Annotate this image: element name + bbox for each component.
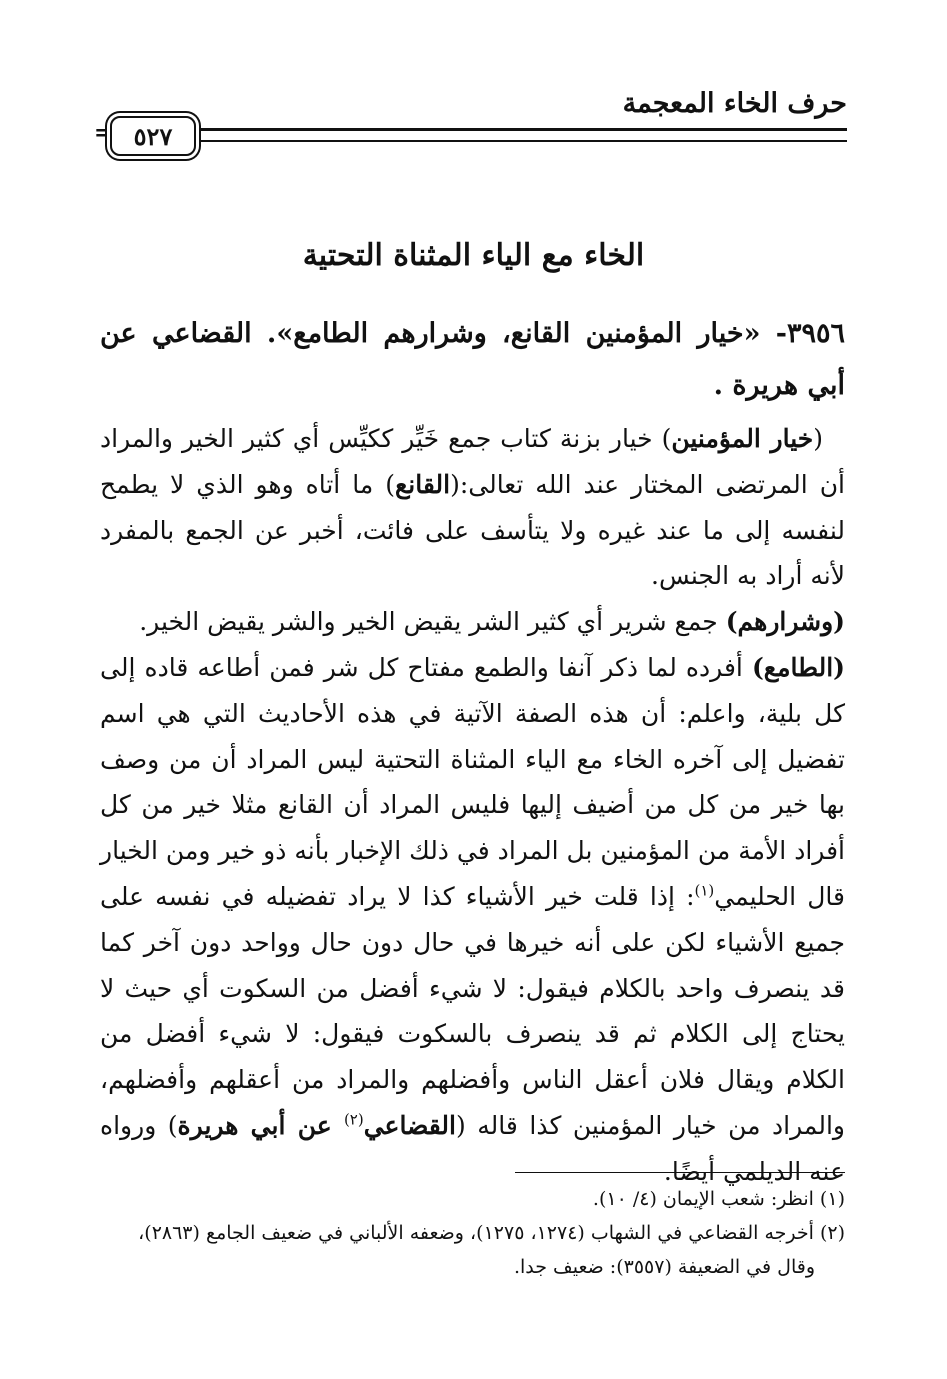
term-alqani: القانع xyxy=(394,469,451,499)
commentary-text: ) خيار بزنة كتاب جمع خَيِّر ككيِّس أي كثير الخير والمراد أن المرتضى المختار عند الله تعالى:( xyxy=(100,424,845,499)
commentary-paragraph xyxy=(100,645,845,1195)
footnote-rule xyxy=(515,1172,845,1173)
commentary-paragraph xyxy=(100,416,845,599)
term-shirarihim: (وشرارهم) xyxy=(725,607,845,637)
main-text xyxy=(100,308,845,1195)
commentary-text: ) ما أتاه وهو الذي لا يطمح لنفسه إلى ما عند غيره ولا يتأسف على فائت، أخبر عن الجمع بالمفرد لأنه أراد به الجنس. xyxy=(100,469,845,591)
commentary-paragraph xyxy=(100,599,845,645)
commentary-text: أفرده لما ذكر آنفا والطمع مفتاح كل شر فمن أطاعه قاده إلى كل بلية، واعلم: أن هذه الصفة الآتية في هذه الأحاديث التي هي اسم تفضيل إلى آخره الخاء مع الياء المثناة التحتية ليس المراد أن من وصف بها خير من كل من أضيف إليها فليس المراد أن القانع مثلا خير من كل أفراد الأمة من المؤمنين بل المراد في ذلك الإخبار بأنه ذو خير ومن الخيار قال الحليمي xyxy=(100,652,845,911)
hadith-entry xyxy=(100,308,845,412)
term-alqudai: القضاعي xyxy=(363,1110,456,1140)
commentary-text: ) ورواه عنه الديلمي أيضًا. xyxy=(100,1110,845,1186)
footnote-marker-2[interactable]: (٢) xyxy=(343,1110,364,1129)
commentary-text: : إذا قلت خير الأشياء كذا لا يراد تفضيله في نفسه على جميع الأشياء لكن على أنه خيرها في حال دون حال وواحد دون آخر كما قد ينصرف واحد بالكلام فيقول: لا شيء أفضل من السكوت أي حيث لا يحتاج إلى الكلام ثم قد ينصرف بالسكوت فيقول: لا شيء أفضل من الكلام ويقال فلان أعقل الناس وأفضلهم والمراد من أعقلهم وأفضلهم، والمراد من خيار المؤمنين كذا قاله ( xyxy=(100,881,845,1140)
header-rule xyxy=(198,128,847,142)
hadith-text: «خيار المؤمنين القانع، وشرارهم الطامع». القضاعي عن أبي هريرة . xyxy=(100,318,845,401)
term-altami: (الطامع) xyxy=(751,652,845,682)
hadith-number: ٣٩٥٦- xyxy=(775,318,845,349)
running-title: حرف الخاء المعجمة xyxy=(622,88,847,119)
term-khiyar-almuminin: خيار المؤمنين xyxy=(671,424,814,453)
page-number: ٥٢٧ xyxy=(110,116,196,156)
footnote-2: (٢) أخرجه القضاعي في الشهاب (١٢٧٤، ١٢٧٥)، وضعفه الألباني في ضعيف الجامع (٢٨٦٣)، xyxy=(138,1222,845,1244)
paren: ( xyxy=(813,424,823,453)
section-heading: الخاء مع الياء المثناة التحتية xyxy=(302,238,645,273)
footnote-1: (١) انظر: شعب الإيمان (٤/ ١٠). xyxy=(592,1188,845,1210)
commentary-text: جمع شرير أي كثير الشر يقيض الخير والشر يقيض الخير. xyxy=(139,607,726,637)
term-an-abi-hurayra: عن أبي هريرة xyxy=(177,1110,344,1140)
page-number-mark: = xyxy=(94,120,113,146)
footnotes xyxy=(100,1182,845,1284)
footnote-2-continued: وقال في الضعيفة (٣٥٥٧): ضعيف جدا. xyxy=(513,1256,815,1278)
footnote-marker-1[interactable]: (١) xyxy=(694,881,715,900)
